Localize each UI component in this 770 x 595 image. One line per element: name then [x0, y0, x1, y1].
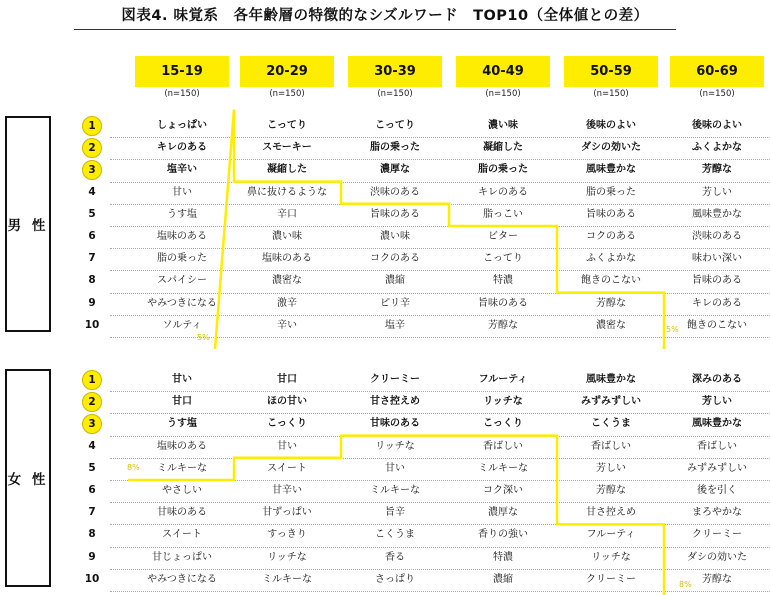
male-word-cell: 風味豊かな: [586, 164, 636, 176]
rank-number-5: 5: [88, 207, 96, 220]
female-word-cell: 甘さ控えめ: [370, 396, 420, 408]
female-word-cell: こっくり: [483, 418, 523, 430]
male-word-cell: 塩辛い: [167, 164, 197, 176]
rank-number-10: 10: [84, 572, 100, 585]
female-word-cell: スイート: [267, 462, 307, 474]
female-word-cell: 芳しい: [596, 462, 626, 474]
female-word-cell: 芳醇な: [596, 485, 626, 496]
female-word-cell: ミルキーな: [157, 462, 207, 474]
page-title: 図表4. 味覚系 各年齢層の特徴的なシズルワード TOP10（全体値との差）: [121, 8, 649, 24]
male-word-cell: 風味豊かな: [692, 208, 742, 220]
male-word-cell: 芳しい: [702, 186, 732, 198]
male-word-cell: 芳醇な: [596, 297, 626, 309]
age-header-60-69: 60-69: [670, 56, 764, 87]
male-word-cell: 飽きのこない: [687, 319, 747, 331]
male-word-cell: キレのある: [478, 186, 528, 198]
rank-number-8: 8: [88, 274, 96, 287]
female-word-cell: ダシの効いた: [687, 551, 747, 563]
rank-number-4: 4: [88, 439, 96, 452]
age-sample-size: (n=150): [377, 89, 413, 99]
male-word-cell: キレのある: [692, 297, 742, 309]
male-word-cell: ふくよかな: [692, 142, 742, 154]
rank-number-9: 9: [88, 550, 96, 563]
title-underline: [74, 29, 676, 30]
rank-number-8: 8: [88, 528, 96, 541]
age-sample-size: (n=150): [164, 89, 200, 99]
male-word-cell: 甘い: [172, 186, 192, 198]
male-word-cell: 塩味のある: [262, 253, 312, 265]
rank-badge-3: 3: [82, 414, 102, 434]
male-word-cell: 芳醇な: [488, 319, 518, 331]
female-word-cell: コク深い: [483, 485, 523, 496]
female-word-cell: 甘ずっぱい: [262, 507, 312, 519]
male-word-cell: 後味のよい: [692, 120, 742, 131]
female-word-cell: 特濃: [493, 551, 513, 563]
female-word-cell: 香ばしい: [591, 440, 631, 452]
male-word-cell: 脂の乗った: [586, 186, 636, 198]
female-word-cell: 甘い: [277, 440, 297, 452]
female-word-cell: やさしい: [162, 485, 202, 496]
female-word-cell: リッチな: [591, 551, 631, 563]
rank-badge-1: 1: [82, 116, 102, 136]
male-word-cell: うす塩: [167, 208, 197, 220]
female-word-cell: 塩味のある: [157, 440, 207, 452]
male-word-cell: 味わい深い: [692, 253, 742, 265]
female-word-cell: クリーミー: [370, 374, 420, 385]
female-word-cell: リッチな: [483, 396, 523, 408]
male-word-cell: 辛い: [277, 319, 297, 331]
male-word-cell: 旨味のある: [478, 297, 528, 309]
female-word-cell: やみつきになる: [147, 573, 217, 585]
rank-number-5: 5: [88, 461, 96, 474]
male-word-cell: 濃い味: [488, 120, 518, 131]
female-word-cell: こっくり: [267, 418, 307, 430]
male-word-cell: コクのある: [586, 231, 636, 242]
male-word-cell: 辛口: [277, 208, 297, 220]
female-label-box: 女 性: [5, 369, 51, 587]
rank-number-7: 7: [88, 506, 96, 519]
male-word-cell: 凝縮した: [267, 164, 307, 176]
row-divider: [110, 591, 770, 592]
male-word-cell: 後味のよい: [586, 120, 636, 131]
rank-number-4: 4: [88, 185, 96, 198]
female-word-cell: 濃縮: [493, 573, 513, 585]
female-word-cell: こくうま: [375, 529, 415, 541]
female-word-cell: ミルキーな: [262, 573, 312, 585]
rank-badge-2: 2: [82, 392, 102, 412]
male-word-cell: こってり: [483, 253, 523, 265]
male-word-cell: 渋味のある: [370, 186, 420, 198]
female-word-cell: 風味豊かな: [692, 418, 742, 430]
female-threshold-label-left: 8%: [127, 463, 140, 472]
age-header-30-39: 30-39: [348, 56, 442, 87]
male-word-cell: 旨味のある: [586, 208, 636, 220]
male-word-cell: こってり: [375, 120, 415, 131]
female-word-cell: 濃厚な: [488, 507, 518, 519]
female-word-cell: ミルキーな: [478, 462, 528, 474]
male-word-cell: スパイシー: [157, 275, 207, 287]
female-word-cell: 甘味のある: [157, 507, 207, 519]
male-word-cell: 濃い味: [272, 231, 302, 242]
male-word-cell: しょっぱい: [157, 120, 207, 131]
female-word-cell: リッチな: [267, 551, 307, 563]
female-word-cell: 後を引く: [697, 485, 737, 496]
female-word-cell: まろやかな: [692, 507, 742, 519]
age-header-20-29: 20-29: [240, 56, 334, 87]
female-word-cell: こくうま: [591, 418, 631, 430]
male-word-cell: 濃密な: [596, 319, 626, 331]
female-word-cell: 芳醇な: [702, 573, 732, 585]
male-word-cell: 芳醇な: [702, 164, 732, 176]
age-header-15-19: 15-19: [135, 56, 229, 87]
rank-number-6: 6: [88, 484, 96, 496]
female-word-cell: みずみずしい: [687, 462, 747, 474]
rank-number-7: 7: [88, 252, 96, 265]
female-word-cell: 香ばしい: [697, 440, 737, 452]
female-threshold-label-right: 8%: [679, 580, 692, 589]
male-word-cell: 脂の乗った: [157, 253, 207, 265]
female-word-cell: リッチな: [375, 440, 415, 452]
female-word-cell: スイート: [162, 529, 202, 541]
male-word-cell: 旨味のある: [692, 275, 742, 287]
rank-badge-2: 2: [82, 138, 102, 158]
male-word-cell: 飽きのこない: [581, 275, 641, 287]
male-word-cell: ピリ辛: [380, 297, 410, 309]
female-word-cell: フルーティ: [586, 529, 636, 541]
male-word-cell: ソルティ: [162, 319, 202, 331]
female-word-cell: クリーミー: [586, 573, 636, 585]
male-word-cell: キレのある: [157, 142, 207, 154]
female-word-cell: 深みのある: [692, 374, 742, 385]
female-word-cell: クリーミー: [692, 529, 742, 541]
male-threshold-label-right: 5%: [666, 325, 679, 334]
age-sample-size: (n=150): [269, 89, 305, 99]
female-word-cell: みずみずしい: [581, 396, 641, 408]
female-word-cell: 甘辛い: [272, 485, 302, 496]
male-word-cell: ふくよかな: [586, 253, 636, 265]
male-word-cell: 脂の乗った: [370, 142, 420, 154]
female-word-cell: 甘い: [385, 462, 405, 474]
age-header-50-59: 50-59: [564, 56, 658, 87]
male-word-cell: こってり: [267, 120, 307, 131]
female-word-cell: 甘口: [172, 396, 192, 408]
female-word-cell: 甘口: [277, 374, 297, 385]
female-word-cell: ミルキーな: [370, 485, 420, 496]
male-word-cell: やみつきになる: [147, 297, 217, 309]
female-word-cell: 芳しい: [702, 396, 732, 408]
female-word-cell: 香ばしい: [483, 440, 523, 452]
male-word-cell: 濃厚な: [380, 164, 410, 176]
age-sample-size: (n=150): [485, 89, 521, 99]
male-word-cell: ビター: [488, 231, 518, 242]
female-word-cell: 風味豊かな: [586, 374, 636, 385]
male-word-cell: 濃い味: [380, 231, 410, 242]
male-word-cell: 旨味のある: [370, 208, 420, 220]
male-word-cell: ダシの効いた: [581, 142, 641, 154]
age-sample-size: (n=150): [593, 89, 629, 99]
male-word-cell: 濃密な: [272, 275, 302, 287]
rank-badge-3: 3: [82, 160, 102, 180]
female-word-cell: 香る: [385, 551, 405, 563]
male-word-cell: 濃縮: [385, 275, 405, 287]
female-word-cell: 甘さ控えめ: [586, 507, 636, 519]
rank-badge-1: 1: [82, 370, 102, 390]
female-word-cell: フルーティ: [478, 374, 528, 385]
male-word-cell: 渋味のある: [692, 231, 742, 242]
female-word-cell: さっぱり: [375, 573, 415, 585]
rank-number-6: 6: [88, 230, 96, 242]
male-word-cell: コクのある: [370, 253, 420, 265]
male-word-cell: 塩味のある: [157, 231, 207, 242]
female-word-cell: 甘い: [172, 374, 192, 385]
rank-number-10: 10: [84, 318, 100, 331]
age-header-40-49: 40-49: [456, 56, 550, 87]
rank-number-9: 9: [88, 296, 96, 309]
male-word-cell: 脂の乗った: [478, 164, 528, 176]
male-label-box: 男 性: [5, 116, 51, 332]
male-word-cell: 凝縮した: [483, 142, 523, 154]
female-word-cell: すっきり: [267, 529, 307, 541]
male-word-cell: 塩辛: [385, 319, 405, 331]
male-threshold-label-left: 5%: [197, 333, 210, 342]
male-word-cell: 激辛: [277, 297, 297, 309]
male-word-cell: 鼻に抜けるような: [247, 186, 327, 198]
male-word-cell: 特濃: [493, 275, 513, 287]
male-word-cell: スモーキー: [262, 142, 312, 154]
female-word-cell: 旨辛: [385, 507, 405, 519]
female-word-cell: 甘味のある: [370, 418, 420, 430]
female-word-cell: 甘じょっぱい: [152, 551, 212, 563]
male-word-cell: 脂っこい: [483, 208, 523, 220]
age-sample-size: (n=150): [699, 89, 735, 99]
female-word-cell: うす塩: [167, 418, 197, 430]
female-word-cell: ほの甘い: [267, 396, 307, 408]
female-word-cell: 香りの強い: [478, 529, 528, 541]
